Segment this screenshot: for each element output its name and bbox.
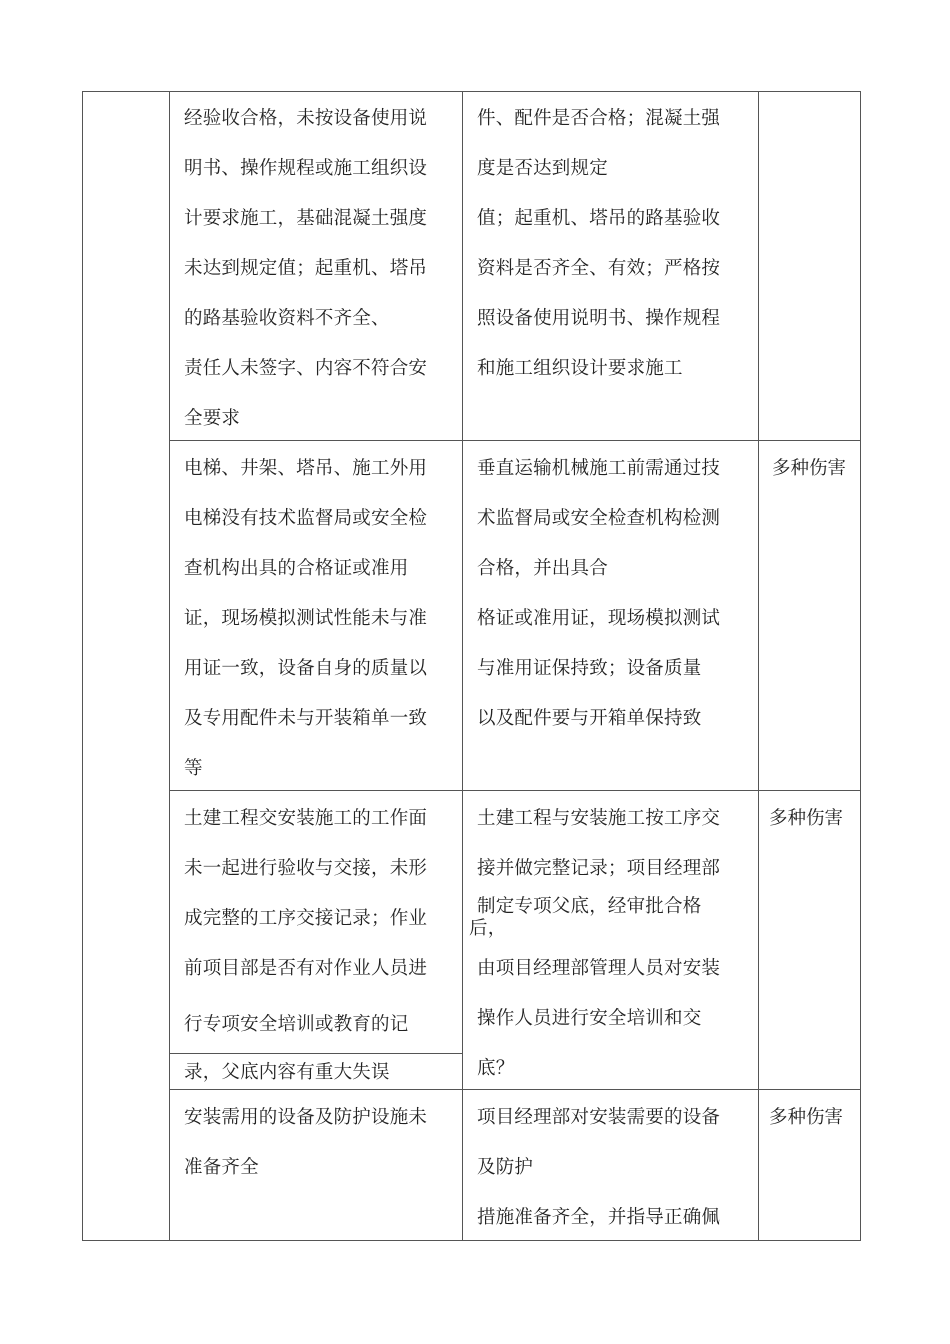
cell-inner-divider [169,1053,462,1054]
text-line: 成完整的工序交接记录；作业 [184,908,428,929]
text-line: 合格，并出具合 [477,558,608,579]
hazard-cell: 多种伤害 [769,1107,844,1128]
hazard-cell: 多种伤害 [769,808,844,829]
text-line: 录，父底内容有重大失误 [184,1062,390,1083]
text-line: 措施准备齐全，并指导正确佩 [477,1207,721,1228]
text-line: 与准用证保持致；设备质量 [477,658,702,679]
text-line: 未达到规定值；起重机、塔吊 [184,258,428,279]
text-line: 及防护 [477,1157,534,1178]
text-line: 全要求 [184,408,241,429]
text-line: 经验收合格，未按设备使用说 [184,108,428,129]
text-line: 责任人未签字、内容不符合安 [184,358,428,379]
text-line: 电梯、井架、塔吊、施工外用 [184,458,428,479]
text-line: 及专用配件未与开装箱单一致 [184,708,428,729]
text-line: 项目经理部对安装需要的设备 [477,1107,721,1128]
table-border-right [860,91,861,1241]
text-line: 以及配件要与开箱单保持致 [477,708,702,729]
text-line: 底？ [477,1058,515,1079]
text-line: 土建工程交安装施工的工作面 [184,808,428,829]
text-line: 准备齐全 [184,1157,259,1178]
text-line: 术监督局或安全检查机构检测 [477,508,721,529]
text-line: 证，现场模拟测试性能未与准 [184,608,428,629]
text-line: 资料是否齐全、有效；严格按 [477,258,721,279]
text-line: 制定专项父底，经审批合格 [477,896,702,917]
column-divider [758,91,759,1241]
text-line: 前项目部是否有对作业人员进 [184,958,428,979]
text-line: 的路基验收资料不齐全、 [184,308,390,329]
text-line: 照设备使用说明书、操作规程 [477,308,721,329]
text-line: 计要求施工，基础混凝土强度 [184,208,428,229]
text-line: 电梯没有技术监督局或安全检 [184,508,428,529]
text-line: 查机构出具的合格证或准用 [184,558,409,579]
column-divider [169,91,170,1241]
text-line: 土建工程与安装施工按工序交 [477,808,721,829]
text-line: 明书、操作规程或施工组织设 [184,158,428,179]
text-line: 件、配件是否合格；混凝土强 [477,108,721,129]
hazard-cell: 多种伤害 [772,458,847,479]
text-line: 未一起进行验收与交接，未形 [184,858,428,879]
text-line: 值；起重机、塔吊的路基验收 [477,208,721,229]
text-line: 垂直运输机械施工前需通过技 [477,458,721,479]
text-line: 接并做完整记录；项目经理部 [477,858,721,879]
text-line: 度是否达到规定 [477,158,608,179]
text-line: 和施工组织设计要求施工 [477,358,683,379]
table-border-bottom [82,1240,861,1241]
table-border-top [82,91,861,92]
text-line: 操作人员进行安全培训和交 [477,1008,702,1029]
text-line: 后， [469,918,507,939]
text-line: 由项目经理部管理人员对安装 [477,958,721,979]
column-divider [462,91,463,1241]
text-line: 等 [184,758,203,779]
text-line: 格证或准用证，现场模拟测试 [477,608,721,629]
table-border-left [82,91,83,1241]
text-line: 安装需用的设备及防护设施未 [184,1107,428,1128]
text-line: 用证一致，设备自身的质量以 [184,658,428,679]
text-line: 行专项安全培训或教育的记 [184,1014,409,1035]
